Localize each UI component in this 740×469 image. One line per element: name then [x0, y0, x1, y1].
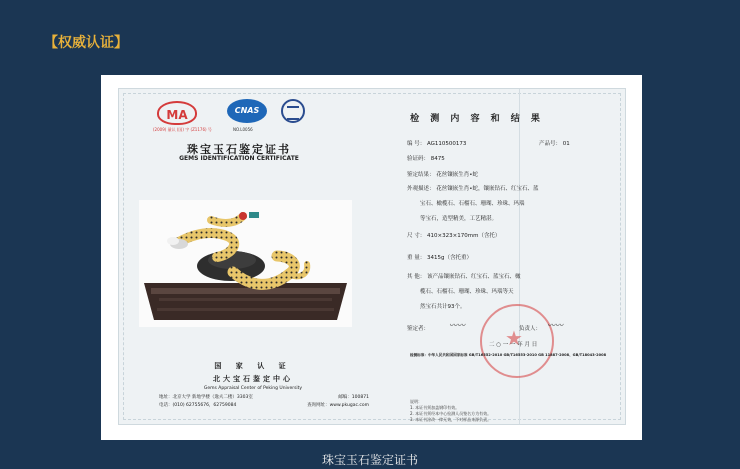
certificate	[118, 88, 626, 425]
issuer	[153, 361, 353, 391]
logos	[153, 99, 303, 137]
snake-sculpture-icon	[139, 200, 352, 327]
section-title: 【权威认证】	[44, 35, 128, 51]
test-basis: 检测标准：中华人民共和国国家标准 GB/T16552-2010 GB/T16553-2010 GB 11887-2008、GB/T18043-2008	[410, 353, 607, 357]
weight-row	[407, 253, 472, 261]
cnas-code: NO.L0056	[233, 127, 253, 132]
other-line: 然宝石共计93个。	[420, 304, 466, 310]
responsible-row	[519, 324, 541, 332]
appraiser-signature-icon: 〰〰	[449, 321, 465, 330]
size-label: 尺 寸：	[407, 233, 426, 239]
results-heading: 检 测 内 容 和 结 果	[410, 114, 544, 124]
appearance-line: 花丝镶嵌生肖•蛇，镶嵌钻石、红宝石、蓝	[436, 186, 539, 192]
cma-code: (2009) 量认 (国) 字 (Z1176) 号	[153, 127, 212, 132]
cnas-logo-icon: CNAS	[227, 99, 267, 123]
website: 查询网址：www.pkugac.com	[307, 403, 369, 408]
cert-id-row	[407, 139, 466, 147]
postcode: 邮编：100871	[338, 395, 369, 400]
size-row	[407, 231, 500, 239]
note-item: 1. 本证书须加盖钢印有效。	[410, 405, 460, 410]
conclusion-row	[407, 170, 478, 178]
appearance-label: 外观描述：	[407, 186, 435, 192]
cma-logo-icon: MA	[157, 101, 197, 125]
code-label: 验证码：	[407, 156, 430, 162]
appraiser-label: 鉴定者：	[407, 326, 430, 332]
image-caption: 珠宝玉石鉴定证书	[321, 453, 418, 467]
size-value: 410×323×170mm（含托）	[427, 233, 501, 239]
conclusion-label: 鉴定结果：	[407, 172, 435, 178]
pku-logo-icon	[281, 99, 305, 123]
product-value: 01	[562, 141, 570, 147]
cert-id-label: 编 号：	[407, 141, 426, 147]
other-line: 榄石、石榴石、珊瑚、珍珠、玛瑙等天	[420, 289, 514, 295]
appearance-line: 宝石、橄榄石、石榴石、珊瑚、珍珠、玛瑙	[420, 201, 525, 207]
phone: 电话：(010) 62755676，62759084	[159, 403, 237, 408]
product-photo	[139, 200, 352, 327]
product-label: 产品号：	[539, 141, 562, 147]
issuer-name-cn: 北大宝石鉴定中心	[213, 375, 293, 383]
responsible-signature-icon: 〰〰	[547, 321, 563, 330]
contact-info	[159, 394, 369, 410]
notes-label: 说明：	[410, 399, 422, 404]
appraiser-row	[407, 324, 429, 332]
other-label: 其 他：	[407, 274, 426, 280]
issue-date: 二 ○ 一 一 年 月 日	[489, 342, 538, 348]
appearance-row	[407, 184, 539, 192]
weight-label: 重 量：	[407, 255, 426, 261]
conclusion-value: 花丝镶嵌生肖•蛇	[436, 172, 479, 178]
cert-id-value: AG110500173	[427, 141, 467, 147]
appearance-line: 等宝石，造型精美，工艺精湛。	[420, 216, 498, 222]
responsible-label: 负责人：	[519, 326, 542, 332]
verify-code-row	[407, 154, 445, 162]
other-line: 该产品镶嵌钻石、红宝石、蓝宝石、橄	[427, 274, 521, 280]
issuer-name-en: Gems Appraisal Center of Peking University	[203, 386, 303, 391]
notes	[410, 399, 491, 423]
national-cert: 国 家 认 证	[214, 362, 292, 370]
code-value: 8475	[430, 156, 445, 162]
note-item: 3. 本证书涂改一律无效，不对样品来源负责。	[410, 417, 492, 422]
cert-title-en: GEMS IDENTIFICATION CERTIFICATE	[179, 155, 299, 162]
weight-value: 3415g（含托重）	[427, 255, 472, 261]
note-item: 2. 本证书须经本中心检测人员签名方为有效。	[410, 411, 492, 416]
product-number-row	[539, 139, 570, 147]
address: 地址：北京大学 新地学楼（逸夫二楼）3303室	[159, 395, 253, 400]
cert-title-cn: 珠宝玉石鉴定证书	[187, 143, 291, 156]
other-row	[407, 272, 521, 280]
